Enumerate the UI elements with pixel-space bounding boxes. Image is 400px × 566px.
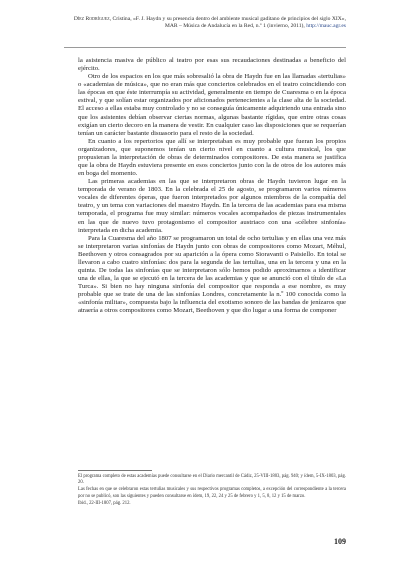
header-citation: , Cristina, «F. J. Haydn y su presencia dentro del ambiente musical gaditano de principios del siglo XIX», MAR – Música de Andalucía en la Red, n.º 1 (invierno, 2011),: [109, 16, 346, 30]
header-link[interactable]: http://mauc.agr.es: [306, 23, 346, 30]
paragraph-4: Las primeras academias en las que se interpretaron obras de Haydn tuvieron lugar en la temporada de verano de 1803. En la celebrada el 25 de agosto, se programaron varios números vocales de diferentes óperas, que fueron interpretados por algunos miembros de la compañía del teatro, y un tema con variaciones del maestro Haydn. En la tercera de las academias para esa misma temporada, el programa fue muy similar: números vocales acompañados de piezas instrumentales en las que de nuevo tuvo protagonismo el compositor austriaco con una «célebre sinfonía» interpretada en dicha academia.: [78, 178, 346, 234]
header-divider: [64, 47, 346, 48]
footnote-1: El programa completo de estas academias puede consultarse en el Diario mercantil de Cádiz, 25-VIII-1803, pág. 940; y ídem, 5-IX-1803, pág. 20.: [78, 474, 346, 486]
page-number: 109: [334, 537, 346, 546]
paragraph-3: En cuanto a los repertorios que allí se interpretaban es muy probable que fueran los propios organizadores, que suponemos tenían un cierto nivel en cuanto a cultura musical, los que propusieran la interpretación de obras de determinados compositores. De esta manera se justifica que la obra de Haydn estuviera presente en esos conciertos junto con la de otros de los autores más en boga del momento.: [78, 137, 346, 178]
footnote-2: Las fechas en que se celebraron estas tertulias musicales y sus respectivos programas completos, a excepción del correspondiente a la tercera por no se publicó, son las siguientes y pueden consultarse en ídem, 19, 22, 24 y 25 de febrero y 1, 5, 8, 12 y 15 de marzo.: [78, 487, 346, 499]
paragraph-5: Para la Cuaresma del año 1807 se programaron un total de ocho tertulias y en ellas una vez más se interpretaron varias sinfonías de Haydn junto con obras de compositores como Mozart, Méhul, Beethoven y otros consagrados por su aparición a la ópera como Sioravanti o Paisiello. En total se llevaron a cabo cuatro sinfonías: dos para la segunda de las tertulias, una en la tercera y una en la quinta. De todas las sinfonías que se interpretaron sólo hemos podido aproximarnos a identificar una de ellas, la que se ejecutó en la tercera de las academias y que se anunció con el título de «La Turca». Si bien no hay ninguna sinfonía del compositor que responda a ese nombre, es muy probable que se trate de una de las sinfonías Londres, concretamente la n.º 100 conocida como la «sinfonía militar», compuesta bajo la influencia del exotismo sonoro de las bandas de jenízaros que atraería a otros compositores como Mozart, Beethoven y que dio lugar a una forma de componer: [78, 234, 346, 315]
paragraph-1: la asistencia masiva de público al teatro por esas sus recaudaciones destinadas a beneficio del ejército.: [78, 57, 346, 73]
paragraph-2: Otro de los espacios en los que más sobresalió la obra de Haydn fue en las llamadas «tertulias» o «academias de música», que no eran más que conciertos celebrados en el teatro coincidiendo con las épocas en que éste interrumpía su actividad, generalmente en tiempo de Cuaresma o en la época estival, y que solían estar organizados por aficionados pertenecientes a la clase alta de la sociedad. El acceso a ellas estaba muy controlado y no se conseguía únicamente adquiriendo una entrada sino que los asistentes debían observar ciertas normas, algunas bastante rígidas, que entre otras cosas exigían un cierto decoro en la manera de vestir. En cualquier caso las disposiciones que se requerían tenían un carácter bastante disuasorio para el resto de la sociedad.: [78, 73, 346, 137]
footnote-3: Ibid., 22-III-1807, pág. 212.: [78, 500, 131, 506]
header-author: Díez Rodríguez: [73, 16, 110, 22]
footnotes: [78, 474, 346, 508]
footnote-divider: [78, 470, 152, 471]
main-text: [78, 57, 346, 316]
running-header: [64, 16, 346, 31]
